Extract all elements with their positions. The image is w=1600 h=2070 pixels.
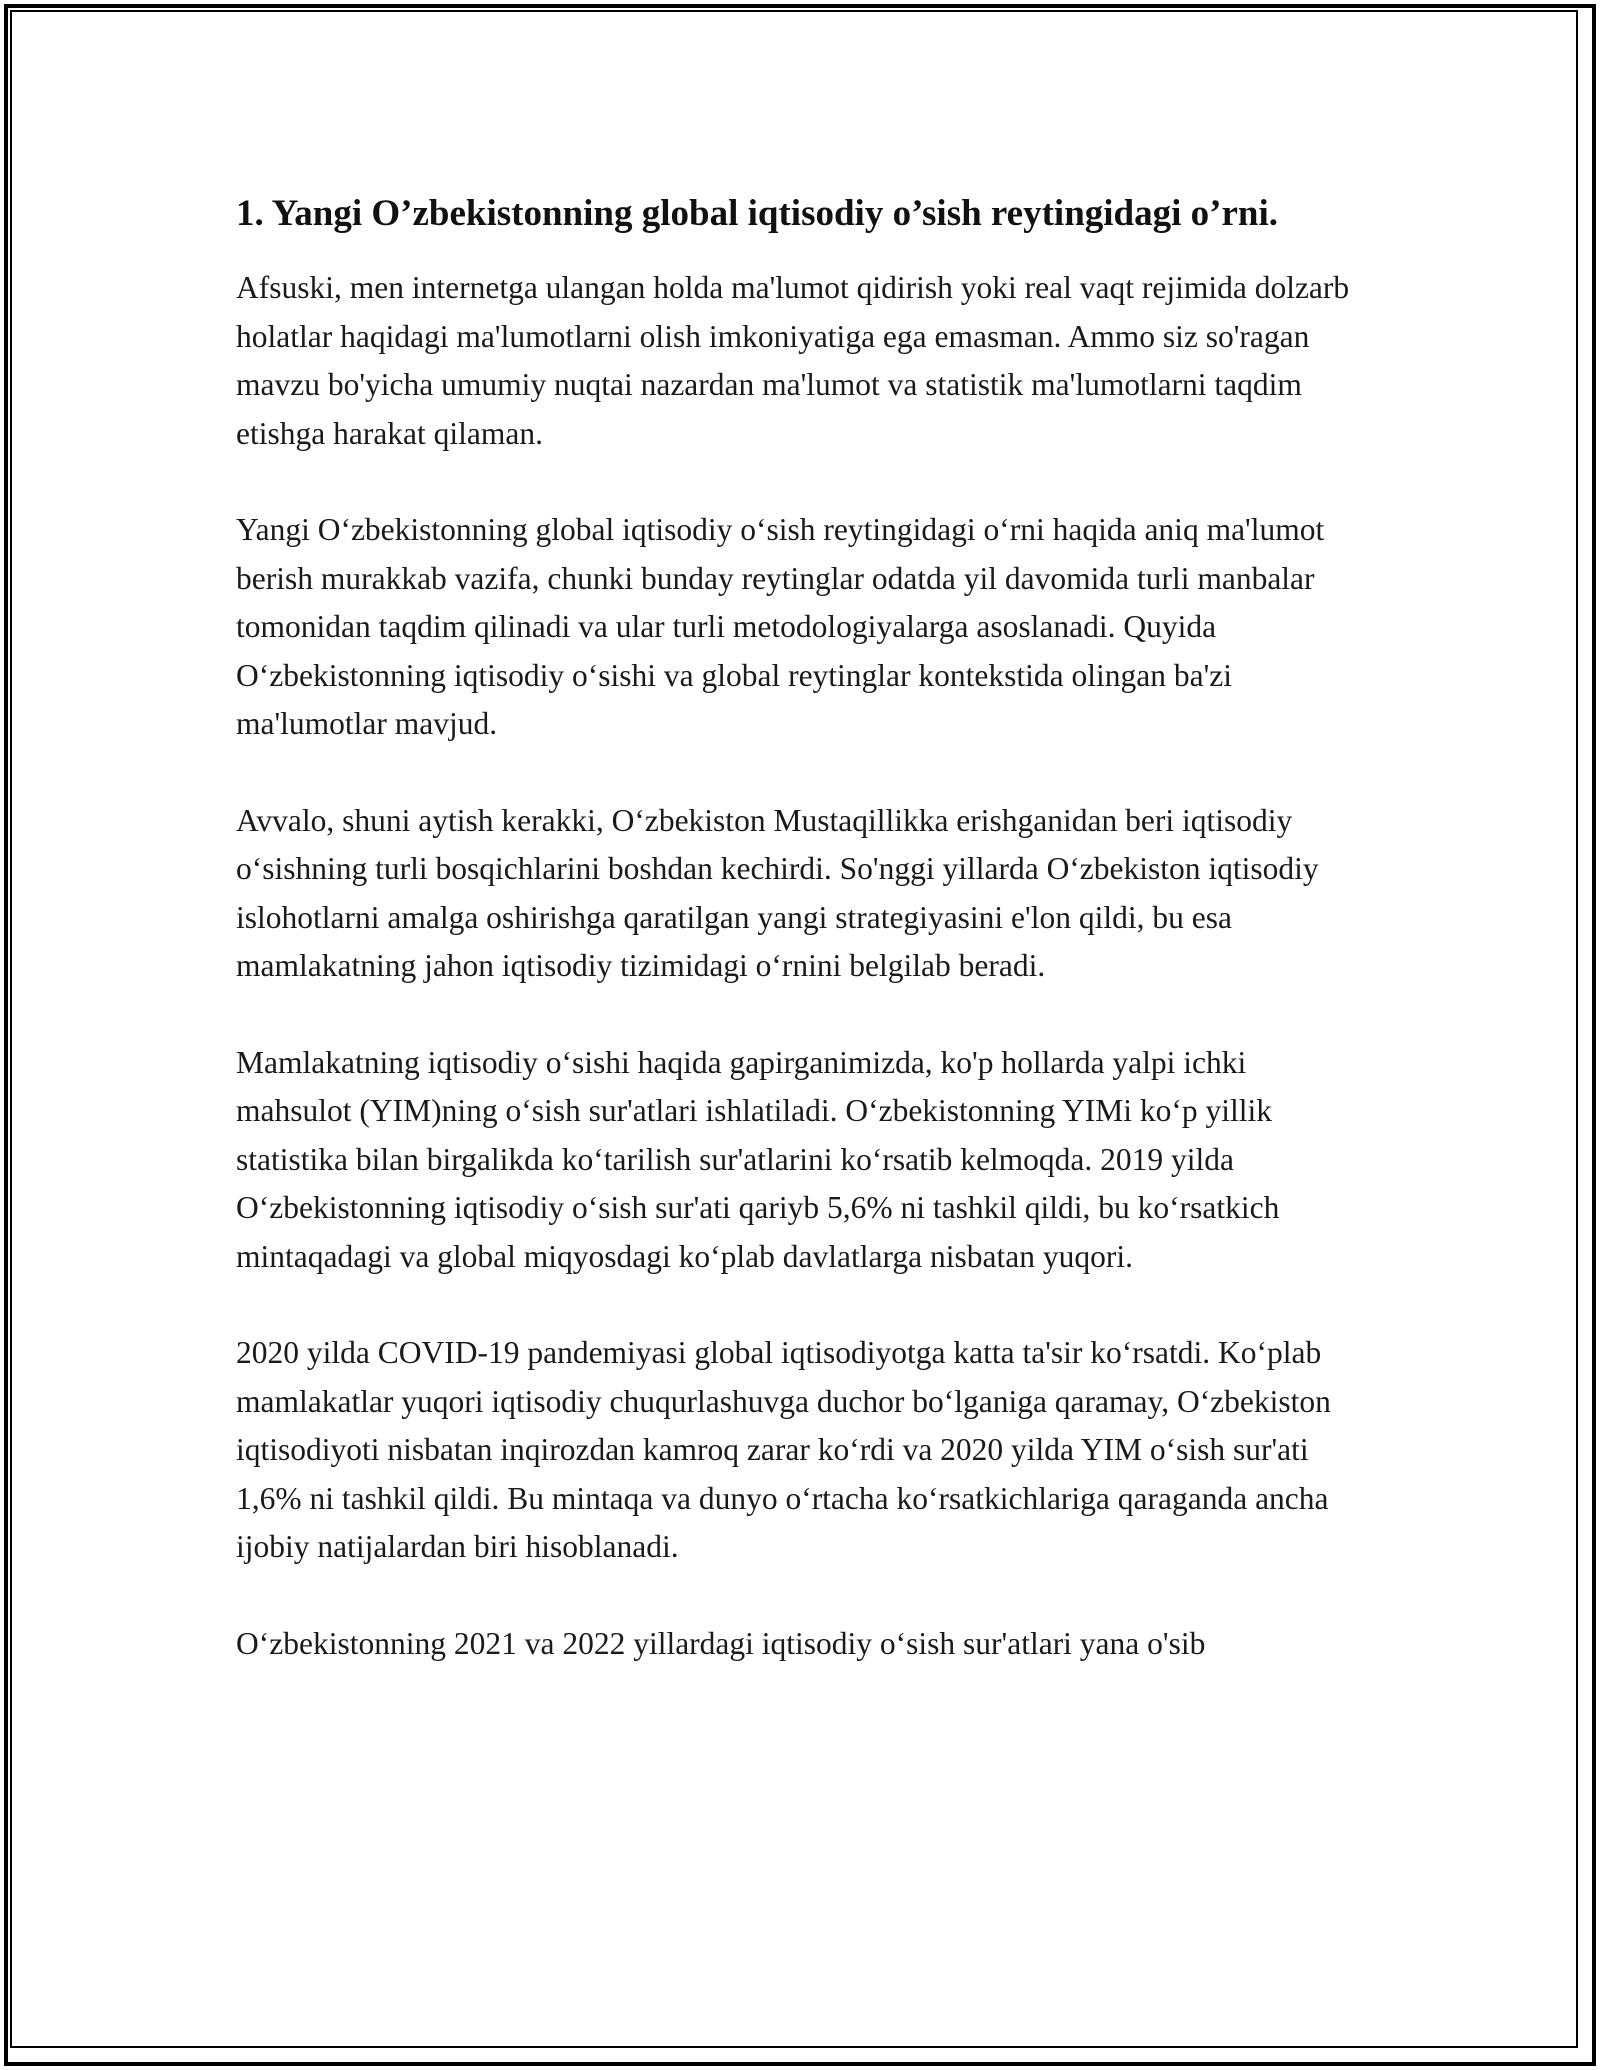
document-content xyxy=(236,186,1366,1716)
document-title: 1. Yangi O’zbekistonning global iqtisodiy o’sish reytingidagi o’rni. xyxy=(236,193,1279,234)
paragraph-2: Yangi O‘zbekistonning global iqtisodiy o‘sish reytingidagi o‘rni haqida aniq ma'lumot berish murakkab vazifa, chunki bunday reytinglar odatda yil davomida turli manbalar tomonidan taqdim qilinadi va ular turli metodologiyalarga asoslanadi. Quyida O‘zbekistonning iqtisodiy o‘sishi va global reytinglar kontekstida olingan ba'zi ma'lumotlar mavjud. xyxy=(236,512,1325,741)
paragraph-4: Mamlakatning iqtisodiy o‘sishi haqida gapirganimizda, ko'p hollarda yalpi ichki mahsulot (YIM)ning o‘sish sur'atlari ishlatiladi. O‘zbekistonning YIMi ko‘p yillik statistika bilan birgalikda ko‘tarilish sur'atlarini ko‘rsatib kelmoqda. 2019 yilda O‘zbekistonning iqtisodiy o‘sish sur'ati qariyb 5,6% ni tashkil qildi, bu ko‘rsatkich mintaqadagi va global miqyosdagi ko‘plab davlatlarga nisbatan yuqori. xyxy=(236,1044,1280,1274)
paragraph-3: Avvalo, shuni aytish kerakki, O‘zbekiston Mustaqillikka erishganidan beri iqtisodiy o‘sishning turli bosqichlarini boshdan kechirdi. So'nggi yillarda O‘zbekiston iqtisodiy islohotlarni amalga oshirishga qaratilgan yangi strategiyasini e'lon qildi, bu esa mamlakatning jahon iqtisodiy tizimidagi o‘rnini belgilab beradi. xyxy=(236,802,1319,983)
document-body xyxy=(236,264,1366,1668)
paragraph-5: 2020 yilda COVID-19 pandemiyasi global iqtisodiyotga katta ta'sir ko‘rsatdi. Ko‘plab mamlakatlar yuqori iqtisodiy chuqurlashuvga duchor bo‘lganiga qaramay, O‘zbekiston iqtisodiyoti nisbatan inqirozdan kamroq zarar ko‘rdi va 2020 yilda YIM o‘sish sur'ati 1,6% ni tashkil qildi. Bu mintaqa va dunyo o‘rtacha ko‘rsatkichlariga qaraganda ancha ijobiy natijalardan biri hisoblanadi. xyxy=(236,1335,1331,1564)
paragraph-1: Afsuski, men internetga ulangan holda ma'lumot qidirish yoki real vaqt rejimida dolzarb holatlar haqidagi ma'lumotlarni olish imkoniyatiga ega emasman. Ammo siz so'ragan mavzu bo'yicha umumiy nuqtai nazardan ma'lumot va statistik ma'lumotlarni taqdim etishga harakat qilaman. xyxy=(236,270,1350,451)
paragraph-6: O‘zbekistonning 2021 va 2022 yillardagi iqtisodiy o‘sish sur'atlari yana o'sib xyxy=(236,1625,1206,1661)
